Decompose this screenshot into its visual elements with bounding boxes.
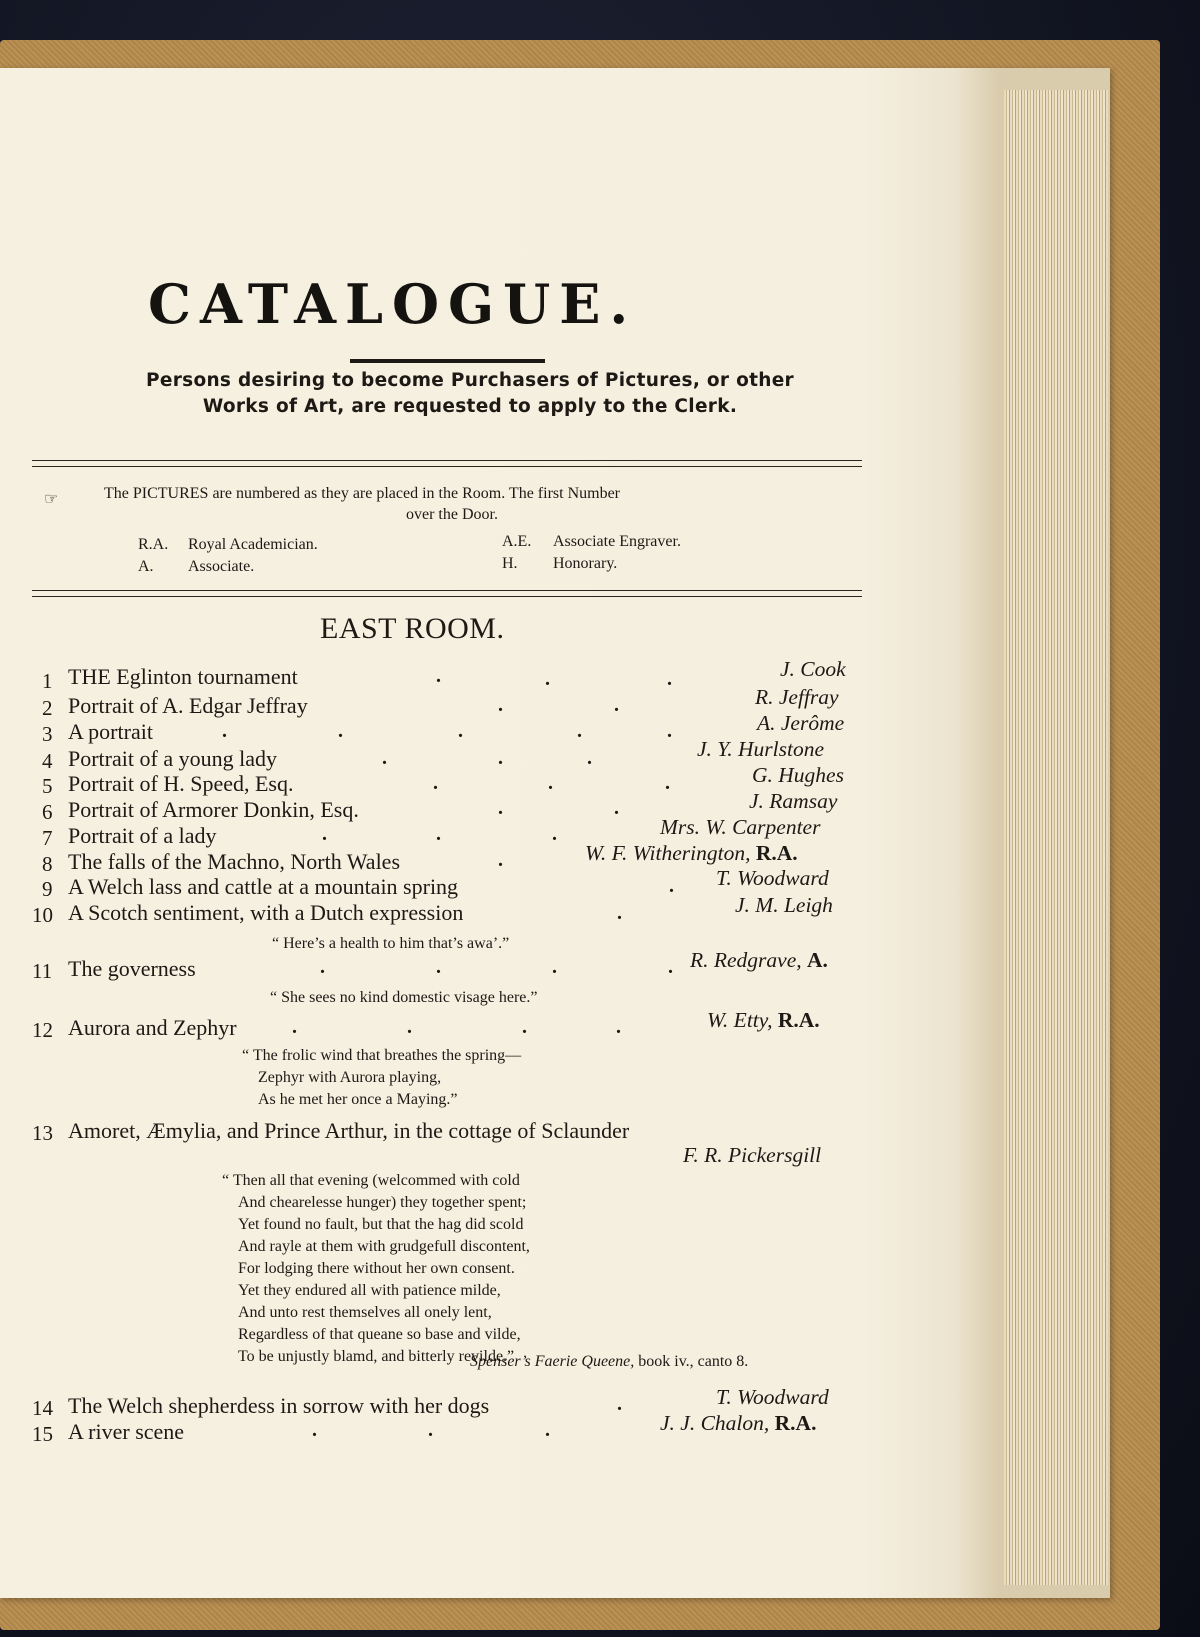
leader-dot: . — [522, 1016, 527, 1038]
title-rule — [350, 359, 545, 363]
entry-title: A Welch lass and cattle at a mountain spring — [68, 874, 459, 899]
entry-number: 6 — [42, 800, 53, 824]
artist-name: R. Jeffray — [755, 685, 839, 709]
entry-title: The Welch shepherdess in sorrow with her dogs — [68, 1393, 490, 1418]
leader-dot: . — [292, 1016, 297, 1038]
entry-number: 7 — [42, 826, 53, 850]
entry-title: Portrait of Armorer Donkin, Esq. — [68, 797, 359, 822]
artist-rank: A. — [807, 948, 828, 972]
abbr-code: H. — [502, 555, 518, 572]
leader-dot: . — [498, 849, 503, 871]
artist-name: T. Woodward — [716, 866, 829, 890]
quotation-line: And unto rest themselves all onely lent, — [238, 1304, 492, 1321]
quotation-line: And chearelesse hunger) they together spent; — [238, 1194, 527, 1211]
entry-number: 10 — [32, 903, 53, 927]
entry-number: 4 — [42, 749, 53, 773]
leader-dot: . — [458, 720, 463, 742]
artist-name: Mrs. W. Carpenter — [660, 815, 821, 839]
quotation-line: To be unjustly blamd, and bitterly revilde.” — [238, 1348, 515, 1365]
abbr-meaning: Royal Academician. — [188, 536, 318, 553]
leader-dot: . — [616, 1016, 621, 1038]
entry-title: Portrait of H. Speed, Esq. — [68, 771, 294, 796]
quotation-line: And rayle at them with grudgefull discontent, — [238, 1238, 530, 1255]
abbr-meaning: Associate. — [188, 558, 255, 575]
quotation-line: Yet they endured all with patience milde, — [238, 1282, 501, 1299]
entry-number: 15 — [32, 1422, 53, 1446]
artist-name: F. R. Pickersgill — [683, 1143, 822, 1167]
leader-dot: . — [617, 1393, 622, 1415]
quotation-line: “ Then all that evening (welcommed with cold — [222, 1172, 520, 1189]
entry-title — [68, 664, 298, 690]
leader-dot: . — [548, 772, 553, 794]
leader-dot: . — [498, 797, 503, 819]
artist-name-text: W. F. Witherington, — [585, 841, 751, 865]
abbr-code: A. — [138, 558, 154, 575]
leader-dot: . — [498, 747, 503, 769]
leader-dot: . — [322, 823, 327, 845]
double-rule — [32, 590, 862, 597]
artist-name: G. Hughes — [752, 763, 844, 787]
artist-name — [690, 948, 828, 973]
quotation-line: As he met her once a Maying.” — [258, 1091, 458, 1108]
double-rule — [32, 460, 862, 467]
leader-dot: . — [668, 956, 673, 978]
artist-name — [585, 841, 798, 866]
leader-dot: . — [407, 1016, 412, 1038]
source-location: book iv., canto 8. — [638, 1353, 749, 1370]
entry-title: Portrait of a young lady — [68, 746, 277, 771]
artist-name: J. Cook — [780, 657, 846, 681]
room-heading: EAST ROOM. — [320, 612, 505, 645]
artist-name-text: J. J. Chalon, — [660, 1411, 770, 1435]
artist-name: J. M. Leigh — [735, 893, 833, 917]
quotation: “ Here’s a health to him that’s awa’.” — [272, 935, 510, 952]
leader-dot: . — [617, 902, 622, 924]
entry-number: 12 — [32, 1018, 53, 1042]
entry-number: 1 — [42, 669, 53, 693]
artist-name-text: R. Redgrave, — [690, 948, 802, 972]
artist-rank: R.A. — [774, 1411, 817, 1435]
leader-dot: . — [614, 694, 619, 716]
entry-title: A Scotch sentiment, with a Dutch expression — [68, 900, 464, 925]
numbering-note-line-2: over the Door. — [406, 506, 498, 523]
leader-dot: . — [545, 668, 550, 690]
purchase-notice-line-1: Persons desiring to become Purchasers of Pictures, or other — [146, 370, 794, 391]
artist-rank: R.A. — [755, 841, 798, 865]
entry-number: 3 — [42, 722, 53, 746]
abbr-code: A.E. — [502, 533, 532, 550]
quotation: “ She sees no kind domestic visage here.” — [270, 989, 538, 1006]
leader-dot: . — [614, 797, 619, 819]
entry-title: Aurora and Zephyr — [68, 1015, 237, 1040]
leader-dot: . — [545, 1419, 550, 1441]
page-title: CATALOGUE. — [148, 272, 638, 336]
leader-dot: . — [436, 823, 441, 845]
leader-dot: . — [436, 956, 441, 978]
entry-number: 13 — [32, 1121, 53, 1145]
entry-initial: THE Eglinton tournament — [68, 664, 298, 689]
leader-dot: . — [577, 720, 582, 742]
quotation-line: “ The frolic wind that breathes the spring— — [242, 1047, 522, 1064]
leader-dot: . — [665, 772, 670, 794]
artist-name — [707, 1008, 820, 1033]
leader-dot: . — [222, 720, 227, 742]
leader-dot: . — [338, 720, 343, 742]
leader-dot: . — [436, 665, 441, 687]
leader-dot: . — [667, 720, 672, 742]
entry-title: Amoret, Æmylia, and Prince Arthur, in the cottage of Sclaunder — [68, 1118, 630, 1143]
entry-title: The governess — [68, 956, 196, 981]
quotation-line: Zephyr with Aurora playing, — [258, 1069, 442, 1086]
artist-name: J. Y. Hurlstone — [697, 737, 825, 761]
entry-number: 11 — [32, 959, 53, 983]
leader-dot: . — [498, 694, 503, 716]
artist-name-text: W. Etty, — [707, 1008, 773, 1032]
quotation-line: Regardless of that queane so base and vilde, — [238, 1326, 521, 1343]
leader-dot: . — [552, 956, 557, 978]
numbering-note-line-1: The PICTURES are numbered as they are placed in the Room. The first Number — [104, 485, 621, 502]
leader-dot: . — [669, 875, 674, 897]
leader-dot: . — [428, 1419, 433, 1441]
abbr-code: R.A. — [138, 536, 169, 553]
leader-dot: . — [312, 1419, 317, 1441]
artist-rank: R.A. — [777, 1008, 820, 1032]
abbr-meaning: Honorary. — [553, 555, 618, 572]
entry-title: A river scene — [68, 1419, 185, 1444]
entry-title: Portrait of a lady — [68, 823, 217, 848]
entry-number: 2 — [42, 696, 53, 720]
quotation-line: For lodging there without her own consent. — [238, 1260, 515, 1277]
entry-number: 9 — [42, 877, 53, 901]
entry-title: A portrait — [68, 719, 153, 744]
purchase-notice-line-2: Works of Art, are requested to apply to the Clerk. — [202, 396, 738, 417]
abbr-meaning: Associate Engraver. — [553, 533, 681, 550]
quotation-source — [470, 1353, 748, 1371]
leader-dot: . — [587, 747, 592, 769]
leader-dot: . — [320, 956, 325, 978]
artist-name: J. Ramsay — [749, 789, 838, 813]
source-work: Spenser’s Faerie Queene, — [470, 1353, 635, 1370]
quotation-line: Yet found no fault, but that the hag did scold — [238, 1216, 524, 1233]
entry-title: Portrait of A. Edgar Jeffray — [68, 693, 308, 718]
pointing-hand-icon: ☞ — [44, 491, 59, 508]
entry-number: 8 — [42, 852, 53, 876]
entry-title: The falls of the Machno, North Wales — [68, 849, 401, 874]
entry-number: 5 — [42, 774, 53, 798]
artist-name: A. Jerôme — [757, 711, 845, 735]
leader-dot: . — [433, 772, 438, 794]
leader-dot: . — [667, 668, 672, 690]
leader-dot: . — [552, 823, 557, 845]
leader-dot: . — [382, 747, 387, 769]
artist-name: T. Woodward — [716, 1385, 829, 1409]
artist-name — [660, 1411, 816, 1436]
entry-number: 14 — [32, 1396, 53, 1420]
